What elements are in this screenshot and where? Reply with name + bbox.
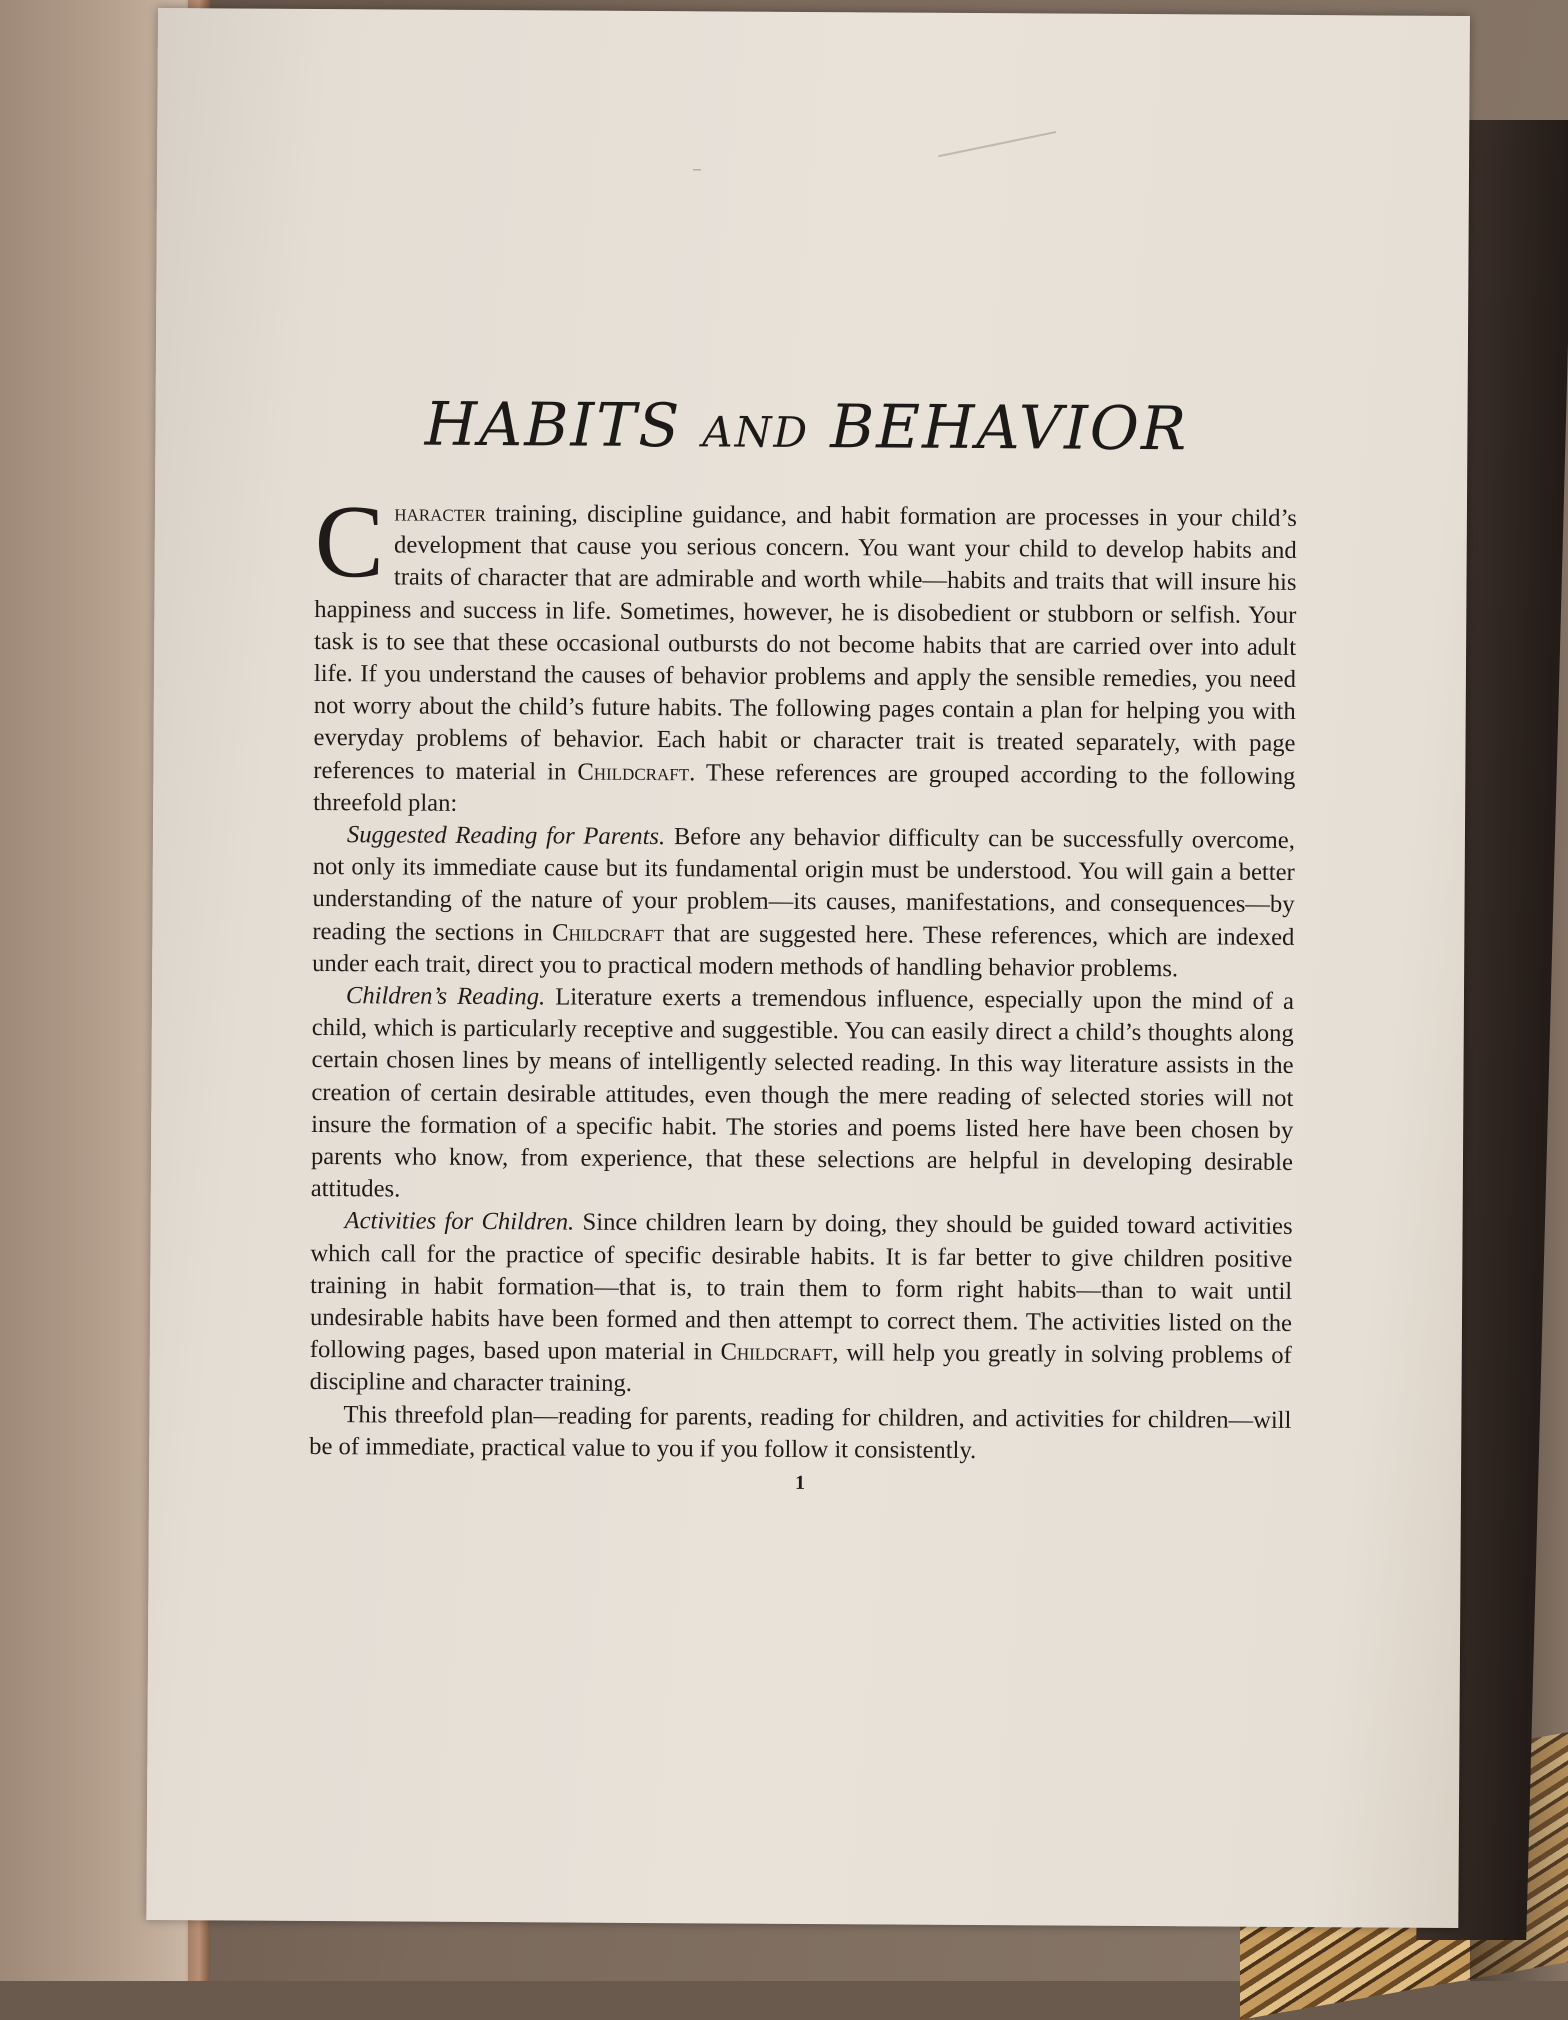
title-word-behavior: BEHAVIOR — [830, 392, 1189, 465]
brand-name: Childcraft — [577, 758, 690, 786]
run-in-heading: Suggested Reading for Parents. — [346, 821, 666, 851]
paragraph-text: that are suggested here. These references, which are indexed under each trait, direct you to practical modern methods of handling behavior problems. — [312, 919, 1295, 983]
page-content — [309, 389, 1298, 1498]
paragraph-text: Before any behavior difficulty can be successfully overcome, not only its immediate cause but its fundamental origin must be understood. You will gain a better understanding of the nature of your problem—its causes, manifestations, and consequences—by reading the sections in — [312, 823, 1296, 947]
paragraph-text: Literature exerts a tremendous influence, especially upon the mind of a child, which is particularly receptive and suggestible. You can easily direct a child’s thoughts along certain chosen lines by means of intelligently selected reading. In this way literature assists in the creation of certain desirable attitudes, even though the mere reading of selected stories will not insure the formation of a specific habit. The stories and poems listed here have been chosen by parents who know, from experience, that these selections are helpful in developing desirable attitudes. — [310, 983, 1295, 1203]
drop-cap: C — [314, 483, 385, 600]
page-mark — [693, 169, 701, 170]
brand-name: Childcraft — [720, 1338, 833, 1367]
parents-paragraph — [312, 819, 1295, 986]
childrens-reading-paragraph — [311, 980, 1294, 1211]
run-in-heading: Activities for Children. — [344, 1207, 575, 1237]
brand-name: Childcraft — [552, 919, 665, 947]
page-number: 1 — [794, 1472, 806, 1495]
paragraph-text: , will help you greatly in solving problems of discipline and character training. — [309, 1339, 1292, 1398]
intro-smallcaps: haracter — [394, 499, 487, 528]
summary-paragraph: This threefold plan—reading for parents, reading for children, and activities for children—will be of immediate, practical value to you if you follow it consistently. — [309, 1400, 1292, 1464]
activities-paragraph — [310, 1205, 1293, 1404]
book-page — [146, 8, 1470, 1928]
intro-paragraph — [313, 483, 1297, 825]
paragraph-text: Since children learn by doing, they should be guided toward activities which call for the practice of specific desirable habits. It is far better to give children positive training in habit formation—that is, to train them to form right habits—than to wait until undesirable habits have been formed and then attempt to correct them. The activities listed on the following pages, based upon material in — [309, 1209, 1293, 1366]
intro-text: training, discipline guidance, and habit formation are processes in your child’s development that cause you serious concern. You want your child to develop habits and traits of character that are admirable and worth while—habits and traits that will insure his happiness and success in life. Sometimes, however, he is disobedient or stubborn or selfish. Your task is to see that these occasional outbursts do not become habits that are carried over into adult life. If you understand the causes of behavior problems and apply the sensible remedies, you need not worry about the child’s future habits. The following pages contain a plan for helping you with everyday problems of behavior. Each habit or character trait is treated separately, with page references to material in — [313, 500, 1297, 786]
title-word-habits: HABITS — [424, 389, 682, 462]
page-crease — [938, 131, 1056, 157]
title-word-and: AND — [702, 407, 810, 457]
page-title — [315, 389, 1297, 465]
run-in-heading: Children’s Reading. — [345, 982, 546, 1011]
intro-end-text: . These references are grouped according to the following threefold plan: — [313, 758, 1296, 817]
